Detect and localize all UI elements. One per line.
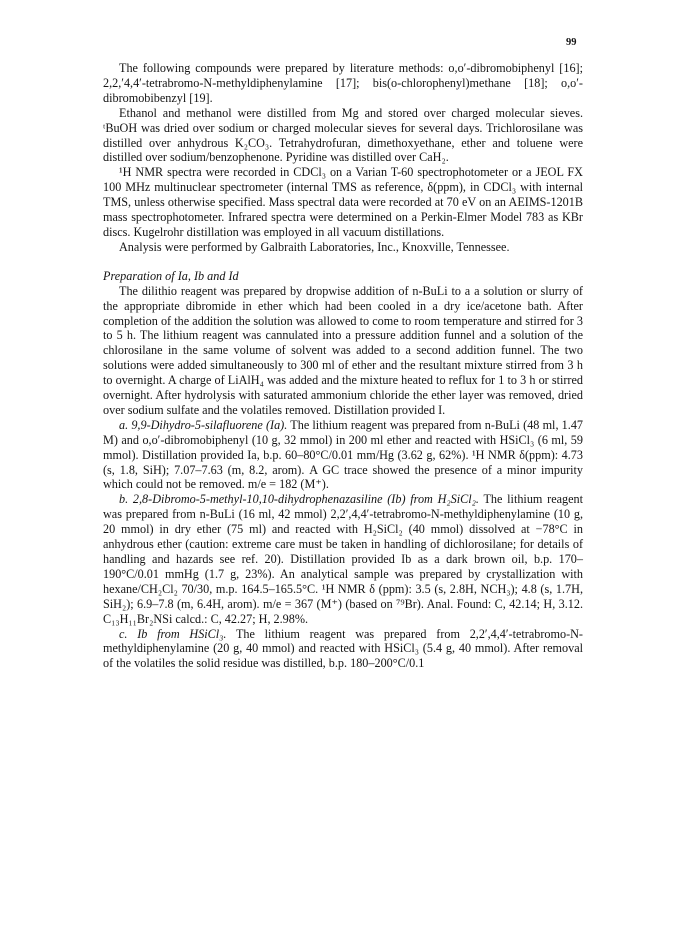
subsection-b-label: b. 2,8-Dibromo-5-methyl-10,10-dihydrophenazasiline (Ib) from H₂SiCl₂. xyxy=(119,492,479,507)
body-text xyxy=(103,61,583,671)
subsection-c-text: The lithium reagent was prepared from 2,2′,4,4′-tetrabromo-N-methyldiphenylamine (20 g, 40 mmol) and reacted with HSiCl₃ (5.4 g, 40 mmol). After removal of the volatiles the solid residue was distilled, b.p. 180–200°C/0.1 xyxy=(103,626,583,671)
page-number: 99 xyxy=(566,37,577,48)
subsection-b-text: The lithium reagent was prepared from n-BuLi (16 ml, 42 mmol) 2,2′,4,4′-tetrabromo-N-methyldiphenylamine (10 g, 20 mmol) in dry ether (75 ml) and reacted with H₂SiCl₂ (40 mmol) dissolved at −78°C in anhydrous ether (caution: extreme care must be taken in handling of dichlorosilane; for details of handling and hazards see ref. 20). Distillation provided Ib as a dark brown oil, b.p. 170–190°C/0.01 mmHg (1.7 g, 23%). An analytical sample was prepared by crystallization with hexane/CH₂Cl₂ 70/30, m.p. 164.5–165.5°C. ¹H NMR δ (ppm): 3.5 (s, 2.8H, NCH₃); 4.8 (s, 1.7H, SiH₂); 6.9–7.8 (m, 6.4H, arom). m/e = 367 (M⁺) (based on ⁷⁹Br). Anal. Found: C, 42.14; H, 3.12. C₁₃H₁₁Br₂NSi calcd.: C, 42.27; H, 2.98%. xyxy=(103,492,584,626)
paragraph-literature-methods: The following compounds were prepared by literature methods: o,o′-dibromobiphenyl [16]; 2,2,′4,4′-tetrabromo-N-methyldiphenylamine [17]; bis(o-chlorophenyl)methane [18]; o,o′-dibromobibenzyl [19]. xyxy=(103,61,583,105)
subsection-a xyxy=(103,418,583,493)
paragraph-analysis: Analysis were performed by Galbraith Laboratories, Inc., Knoxville, Tennessee. xyxy=(119,239,510,254)
section-gap xyxy=(103,255,583,269)
subsection-b xyxy=(103,492,583,626)
section-heading: Preparation of Ia, Ib and Id xyxy=(103,268,239,283)
subsection-a-label: a. 9,9-Dihydro-5-silafluorene (Ia). xyxy=(119,417,288,432)
subsection-c-label: c. Ib from HSiCl₃. xyxy=(119,626,227,641)
paragraph-instrumentation: ¹H NMR spectra were recorded in CDCl₃ on a Varian T-60 spectrophotometer or a JEOL FX 100 MHz multinuclear spectrometer (internal TMS as reference, δ(ppm), in CDCl₃ with internal TMS, unless otherwise specified. Mass spectral data were recorded at 70 eV on an AEIMS-1201B mass spectrophotometer. Infrared spectra were determined on a Perkin-Elmer Model 783 as KBr discs. Kugelrohr distillation was employed in all vacuum distillations. xyxy=(103,165,583,239)
paragraph-general-procedure: The dilithio reagent was prepared by dropwise addition of n-BuLi to a a solution or slurry of the appropriate dibromide in ether which had been cooled in a dry ice/acetone bath. After completion of the addition the solution was allowed to come to room temperature and stirred for 3 to 5 h. The lithium reagent was cannulated into a pressure addition funnel and a solution of the chlorosilane in the same volume of solvent was added to a second addition funnel. The two solutions were added simultaneously to 300 ml of ether and the resultant mixture stirred from 3 h to overnight. A charge of LiAlH₄ was added and the mixture heated to reflux for 1 to 3 h or stirred overnight. After hydrolysis with saturated ammonium chloride the ether layer was removed, dried over sodium sulfate and the volatiles removed. Distillation provided I. xyxy=(103,283,583,417)
subsection-a-text: The lithium reagent was prepared from n-BuLi (48 ml, 1.47 M) and o,o′-dibromobiphenyl (10 g, 32 mmol) in 200 ml ether and reacted with HSiCl₃ (6 ml, 59 mmol). Distillation provided Ia, b.p. 60–80°C/0.01 mm/Hg (3.62 g, 62%). ¹H NMR δ(ppm): 4.73 (s, 1.8, SiH); 7.07–7.63 (m, 8.2, arom). A GC trace showed the presence of a minor impurity which could not be removed. m/e = 182 (M⁺). xyxy=(103,417,584,492)
subsection-c xyxy=(103,627,583,672)
paragraph-solvents: Ethanol and methanol were distilled from Mg and stored over charged molecular sieves. ᵗBuOH was dried over sodium or charged molecular sieves for several days. Trichlorosilane was distilled over anhydrous K₂CO₃. Tetrahydrofuran, dimethoxyethane, ether and toluene were distilled over sodium/benzophenone. Pyridine was distilled over CaH₂. xyxy=(103,105,583,165)
